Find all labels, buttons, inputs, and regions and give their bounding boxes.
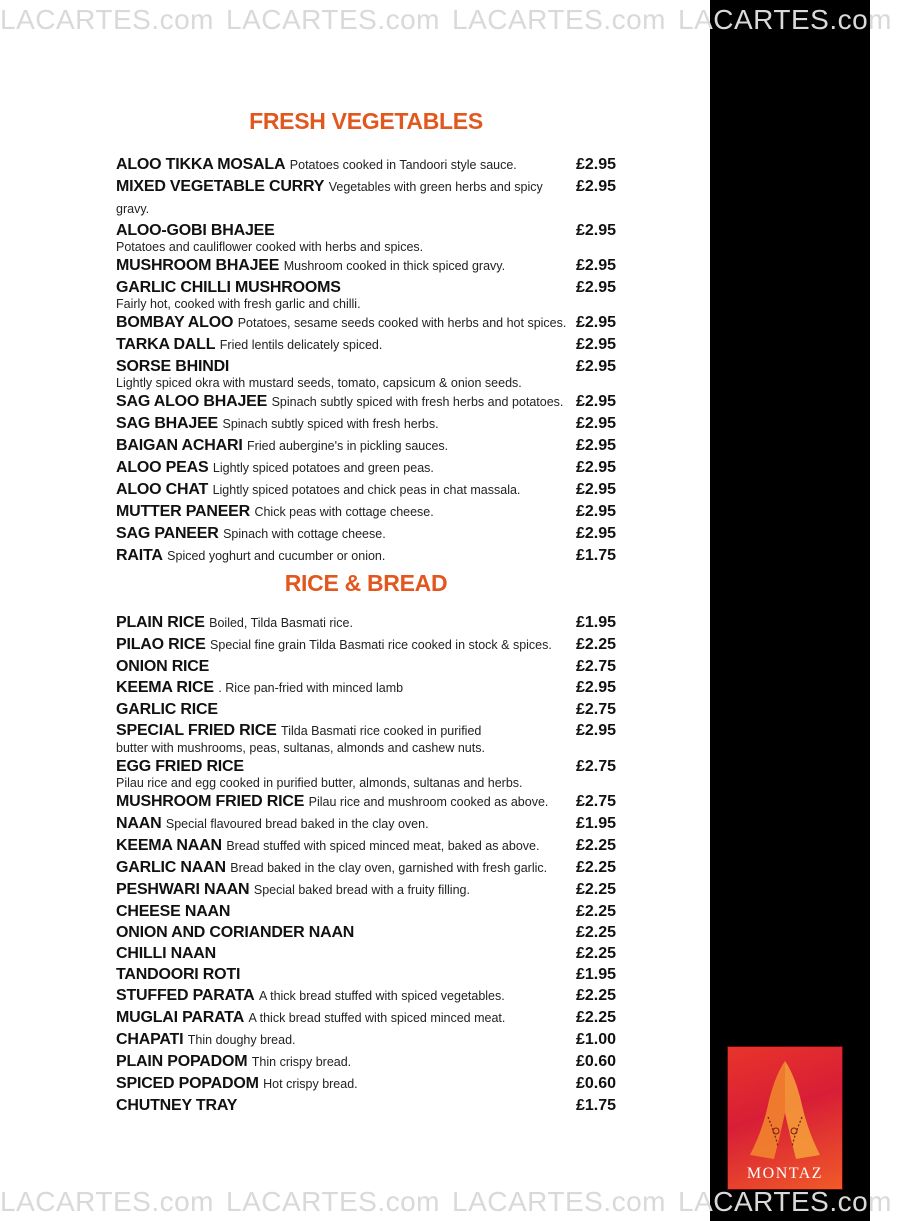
menu-item	[116, 612, 616, 634]
menu-item	[116, 356, 616, 391]
menu-item	[116, 656, 616, 677]
menu-item-text	[116, 943, 568, 964]
menu-item-name: GARLIC CHILLI MUSHROOMS	[116, 279, 341, 296]
menu-item-price: £2.25	[575, 903, 616, 920]
menu-item-price: £2.95	[575, 722, 616, 739]
menu-item-name: CHILLI NAAN	[116, 945, 217, 962]
menu-item-text	[116, 1051, 568, 1073]
menu-item	[116, 964, 616, 985]
menu-item-description: Vegetables with green herbs and spicy gravy.	[116, 180, 543, 216]
menu-item-text	[116, 791, 568, 813]
menu-item-price: £2.95	[575, 358, 616, 375]
menu-item-name: ALOO TIKKA MOSALA	[116, 156, 286, 173]
menu-item-name: SORSE BHINDI	[116, 358, 230, 375]
menu-item-price: £1.75	[575, 1097, 616, 1114]
menu-item-description: Bread baked in the clay oven, garnished with fresh garlic.	[230, 861, 548, 875]
menu-item-description: Bread stuffed with spiced minced meat, baked as above.	[226, 839, 540, 853]
menu-item-text	[116, 1029, 568, 1051]
montaz-logo	[727, 1046, 843, 1190]
menu-item-description: Fairly hot, cooked with fresh garlic and chilli.	[116, 297, 361, 311]
menu-item	[116, 1051, 616, 1073]
menu-item-price: £1.95	[575, 614, 616, 631]
menu-item	[116, 1029, 616, 1051]
menu-item-description: Lightly spiced potatoes and green peas.	[212, 461, 434, 475]
menu-item-price: £2.25	[575, 1009, 616, 1026]
menu-item-description: Pilau rice and mushroom cooked as above.	[308, 795, 549, 809]
menu-item-name: MUTTER PANEER	[116, 503, 250, 520]
menu-item-name: SAG PANEER	[116, 525, 219, 542]
menu-item-text	[116, 457, 568, 479]
menu-item-name: CHUTNEY TRAY	[116, 1097, 238, 1114]
menu-item	[116, 334, 616, 356]
menu-item-text	[116, 857, 568, 879]
menu-item-description: A thick bread stuffed with spiced vegetables.	[258, 989, 505, 1003]
menu-item-price: £1.00	[575, 1031, 616, 1048]
menu-item-text	[116, 813, 568, 835]
menu-item-description: Special baked bread with a fruity filling.	[253, 883, 470, 897]
menu-item-price: £2.75	[575, 658, 616, 675]
menu-item-name: MUSHROOM BHAJEE	[116, 257, 280, 274]
menu-item-name: EGG FRIED RICE	[116, 758, 244, 775]
menu-item-name: ONION RICE	[116, 658, 210, 675]
menu-item-name: BOMBAY ALOO	[116, 314, 234, 331]
menu-item-price: £2.75	[575, 793, 616, 810]
menu-item-price: £0.60	[575, 1075, 616, 1092]
menu-item	[116, 943, 616, 964]
menu-item-price: £2.25	[575, 636, 616, 653]
menu-item	[116, 813, 616, 835]
menu-item-description: Chick peas with cottage cheese.	[254, 505, 434, 519]
menu-item-text	[116, 255, 568, 277]
menu-item-description: Spinach subtly spiced with fresh herbs and potatoes.	[271, 395, 564, 409]
menu-item-price: £2.95	[575, 679, 616, 696]
menu-item-description: Lightly spiced okra with mustard seeds, tomato, capsicum & onion seeds.	[116, 376, 522, 390]
menu-item	[116, 720, 616, 756]
menu-item	[116, 277, 616, 312]
menu-item-price: £1.75	[575, 547, 616, 564]
watermark-top: LACARTES.com LACARTES.com LACARTES.com LACARTES.com	[0, 4, 892, 35]
section-title-rice-bread: RICE & BREAD	[284, 570, 448, 596]
menu-item-description: Tilda Basmati rice cooked in purified	[281, 724, 482, 738]
menu-item-price: £2.95	[575, 178, 616, 195]
menu-item-price: £2.95	[575, 525, 616, 542]
menu-item-text	[116, 545, 568, 567]
menu-item-price: £1.95	[575, 815, 616, 832]
menu-item-name: GARLIC RICE	[116, 701, 218, 718]
menu-item-text	[116, 677, 568, 699]
menu-item-text	[116, 154, 568, 176]
menu-item-description: Hot crispy bread.	[263, 1077, 358, 1091]
menu-item-text	[116, 901, 568, 922]
menu-item	[116, 677, 616, 699]
menu-item	[116, 634, 616, 656]
menu-item-description: A thick bread stuffed with spiced minced meat.	[248, 1011, 506, 1025]
watermark-bottom: LACARTES.com LACARTES.com LACARTES.com LACARTES.com	[0, 1186, 892, 1217]
menu-item	[116, 523, 616, 545]
menu-item-name: ONION AND CORIANDER NAAN	[116, 924, 355, 941]
menu-item	[116, 756, 616, 791]
menu-item-text	[116, 1095, 568, 1116]
menu-item-text	[116, 634, 568, 656]
menu-item	[116, 699, 616, 720]
menu-item-description: Thin crispy bread.	[251, 1055, 352, 1069]
menu-item-price: £2.95	[575, 257, 616, 274]
menu-item-description: Spiced yoghurt and cucumber or onion.	[167, 549, 386, 563]
menu-item-text	[116, 176, 568, 220]
menu-item-name: MIXED VEGETABLE CURRY	[116, 178, 325, 195]
menu-item-name: RAITA	[116, 547, 163, 564]
menu-item-description: Thin doughy bread.	[187, 1033, 296, 1047]
menu-item-text	[116, 985, 568, 1007]
menu-item-price: £2.95	[575, 459, 616, 476]
menu-item-text	[116, 835, 568, 857]
menu-item-name: CHEESE NAAN	[116, 903, 231, 920]
menu-item-name: MUGLAI PARATA	[116, 1009, 245, 1026]
menu-item-price: £2.25	[575, 881, 616, 898]
menu-item	[116, 501, 616, 523]
logo-wordmark: MONTAZ	[746, 1165, 824, 1182]
menu-item-name: TARKA DALL	[116, 336, 216, 353]
menu-item	[116, 413, 616, 435]
menu-item	[116, 176, 616, 220]
menu-item-price: £2.95	[575, 222, 616, 239]
menu-item-name: CHAPATI	[116, 1031, 184, 1048]
menu-item	[116, 857, 616, 879]
menu-item-text	[116, 413, 568, 435]
menu-item-name: PLAIN POPADOM	[116, 1053, 248, 1070]
menu-item-description: Mushroom cooked in thick spiced gravy.	[283, 259, 506, 273]
menu-item-name: PESHWARI NAAN	[116, 881, 250, 898]
menu-item-name: GARLIC NAAN	[116, 859, 226, 876]
fresh-vegetables-menu	[116, 154, 616, 567]
menu-item-description: Potatoes, sesame seeds cooked with herbs and hot spices.	[237, 316, 567, 330]
menu-item-text	[116, 756, 568, 791]
menu-item	[116, 1073, 616, 1095]
menu-item	[116, 457, 616, 479]
menu-item-description: Special flavoured bread baked in the clay oven.	[165, 817, 429, 831]
rice-bread-menu	[116, 612, 616, 1116]
menu-item-price: £1.95	[575, 966, 616, 983]
menu-item-price: £2.95	[575, 393, 616, 410]
menu-item-description: . Rice pan-fried with minced lamb	[218, 681, 404, 695]
menu-item-description: Pilau rice and egg cooked in purified butter, almonds, sultanas and herbs.	[116, 776, 523, 790]
menu-item	[116, 220, 616, 255]
menu-item-text	[116, 435, 568, 457]
menu-item-text	[116, 391, 568, 413]
menu-item	[116, 879, 616, 901]
menu-item-description: Spinach subtly spiced with fresh herbs.	[222, 417, 439, 431]
menu-item-text	[116, 922, 568, 943]
menu-item	[116, 479, 616, 501]
section-title-fresh-vegetables: FRESH VEGETABLES	[249, 108, 483, 134]
menu-item-text	[116, 356, 568, 391]
menu-item-name: SPECIAL FRIED RICE	[116, 722, 277, 739]
menu-item-description: Boiled, Tilda Basmati rice.	[209, 616, 353, 630]
menu-item	[116, 922, 616, 943]
menu-item-name: ALOO CHAT	[116, 481, 209, 498]
menu-item-price: £2.75	[575, 758, 616, 775]
menu-item-text	[116, 312, 568, 334]
menu-item-text	[116, 523, 568, 545]
menu-item-price: £2.25	[575, 924, 616, 941]
menu-item	[116, 791, 616, 813]
menu-item	[116, 435, 616, 457]
menu-item-name: PLAIN RICE	[116, 614, 205, 631]
menu-item-name: BAIGAN ACHARI	[116, 437, 243, 454]
menu-item-price: £2.95	[575, 437, 616, 454]
menu-item-price: £2.95	[575, 314, 616, 331]
menu-item-price: £2.25	[575, 945, 616, 962]
menu-item-text	[116, 879, 568, 901]
menu-item	[116, 154, 616, 176]
menu-item-text	[116, 720, 568, 756]
menu-item-price: £2.95	[575, 503, 616, 520]
menu-item-text	[116, 699, 568, 720]
menu-item	[116, 255, 616, 277]
menu-item-name: MUSHROOM FRIED RICE	[116, 793, 305, 810]
menu-item-text	[116, 1007, 568, 1029]
menu-item-name: ALOO PEAS	[116, 459, 209, 476]
menu-item	[116, 901, 616, 922]
menu-item-text	[116, 277, 568, 312]
menu-item-price: £2.25	[575, 837, 616, 854]
menu-item-name: SAG BHAJEE	[116, 415, 219, 432]
menu-item-name: STUFFED PARATA	[116, 987, 255, 1004]
menu-item-name: SAG ALOO BHAJEE	[116, 393, 268, 410]
menu-item-name: NAAN	[116, 815, 162, 832]
menu-item-description: Potatoes cooked in Tandoori style sauce.	[289, 158, 517, 172]
menu-item	[116, 312, 616, 334]
menu-item-price: £2.25	[575, 987, 616, 1004]
menu-item-price: £2.95	[575, 156, 616, 173]
menu-item-description: Lightly spiced potatoes and chick peas in chat massala.	[212, 483, 521, 497]
menu-item	[116, 1095, 616, 1116]
menu-item-price: £2.95	[575, 481, 616, 498]
menu-item-name: SPICED POPADOM	[116, 1075, 259, 1092]
menu-item-name: TANDOORI ROTI	[116, 966, 241, 983]
menu-item-text	[116, 656, 568, 677]
menu-item	[116, 985, 616, 1007]
menu-item-description: butter with mushrooms, peas, sultanas, almonds and cashew nuts.	[116, 741, 485, 755]
menu-item	[116, 545, 616, 567]
menu-item-price: £2.75	[575, 701, 616, 718]
menu-item-text	[116, 501, 568, 523]
menu-item-text	[116, 220, 568, 255]
menu-item-name: PILAO RICE	[116, 636, 206, 653]
menu-item-text	[116, 964, 568, 985]
menu-item-price: £2.95	[575, 415, 616, 432]
menu-item-description: Fried aubergine's in pickling sauces.	[247, 439, 449, 453]
menu-item-text	[116, 612, 568, 634]
right-black-band	[710, 0, 870, 1221]
menu-item-text	[116, 334, 568, 356]
menu-item-name: KEEMA RICE	[116, 679, 214, 696]
menu-item-price: £0.60	[575, 1053, 616, 1070]
menu-item	[116, 391, 616, 413]
menu-item-description: Fried lentils delicately spiced.	[219, 338, 383, 352]
menu-item-text	[116, 1073, 568, 1095]
menu-item-price: £2.95	[575, 279, 616, 296]
menu-item-name: ALOO-GOBI BHAJEE	[116, 222, 275, 239]
menu-item-description: Potatoes and cauliflower cooked with herbs and spices.	[116, 240, 424, 254]
menu-item	[116, 835, 616, 857]
menu-item-name: KEEMA NAAN	[116, 837, 222, 854]
menu-item-description: Spinach with cottage cheese.	[223, 527, 386, 541]
menu-item-description: Special fine grain Tilda Basmati rice cooked in stock & spices.	[210, 638, 552, 652]
menu-item-text	[116, 479, 568, 501]
menu-item-price: £2.25	[575, 859, 616, 876]
menu-item	[116, 1007, 616, 1029]
menu-item-price: £2.95	[575, 336, 616, 353]
